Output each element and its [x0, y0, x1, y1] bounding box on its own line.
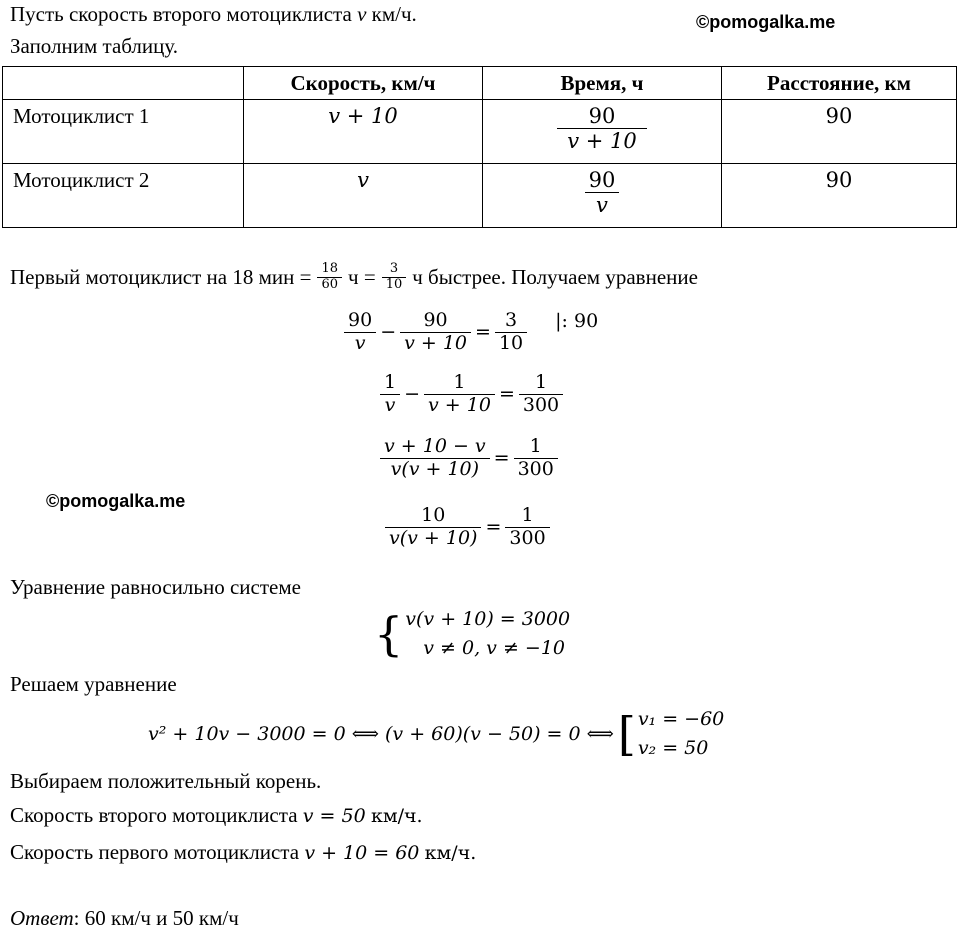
- intro-text: Пусть скорость второго мотоциклиста: [10, 2, 352, 26]
- equation-1: [344, 310, 598, 355]
- fraction-numerator: 18: [321, 261, 339, 276]
- solve-intro: Решаем уравнение: [10, 672, 177, 696]
- fraction: [495, 310, 527, 355]
- fraction: [380, 436, 490, 481]
- table-cell-label: Мотоциклист 1: [3, 100, 244, 164]
- fraction-denominator: 300: [517, 457, 554, 480]
- table-header: Время, ч: [483, 67, 722, 100]
- fraction-denominator: 10: [385, 276, 403, 292]
- system-line: v(v + 10) = 3000: [405, 608, 571, 630]
- equals-sign: =: [485, 516, 502, 539]
- fraction-denominator: v(v + 10): [390, 457, 480, 480]
- choose-root: Выбираем положительный корень.: [10, 769, 322, 793]
- table-cell-speed: v + 10: [244, 100, 483, 164]
- fraction: [424, 372, 495, 417]
- table-cell-time: [483, 100, 722, 164]
- step1-unit: ч =: [348, 264, 376, 289]
- step1-prefix: Первый мотоциклист на 18 мин =: [10, 264, 312, 289]
- table-header: Расстояние, км: [722, 67, 957, 100]
- fraction: [385, 505, 481, 550]
- result-text: Скорость первого мотоциклиста: [10, 840, 300, 864]
- result-text: Скорость второго мотоциклиста: [10, 803, 298, 827]
- fraction: [505, 505, 549, 550]
- equals-sign: =: [475, 321, 491, 344]
- equals-sign: =: [498, 383, 515, 406]
- fraction-denominator: v + 10: [567, 129, 637, 154]
- answer-label: Ответ: [10, 906, 74, 930]
- result-math: v = 50: [302, 805, 366, 827]
- table-cell-label: Мотоциклист 2: [3, 164, 244, 228]
- equation-3: [380, 436, 558, 481]
- fraction-numerator: 1: [453, 371, 466, 393]
- fraction-18-60: [317, 262, 342, 293]
- division-note: |: 90: [555, 310, 599, 332]
- fraction-denominator: v: [384, 393, 396, 416]
- fraction-denominator: v: [596, 193, 608, 218]
- equation-4: [385, 505, 550, 550]
- fraction-numerator: 3: [389, 261, 399, 276]
- minus-sign: −: [404, 383, 421, 406]
- fraction: [514, 436, 558, 481]
- brace-icon: {: [374, 607, 404, 662]
- intro-line-1: [10, 2, 417, 27]
- minus-sign: −: [380, 321, 397, 344]
- intro-unit: км/ч.: [371, 2, 417, 26]
- fraction-numerator: 3: [505, 309, 518, 331]
- fraction: [519, 372, 563, 417]
- result-2: [10, 840, 476, 865]
- fraction-denominator: 300: [522, 393, 560, 416]
- fraction-numerator: 1: [384, 371, 397, 393]
- table-header-row: [3, 67, 957, 100]
- fraction: [380, 372, 400, 417]
- step1-suffix: ч быстрее. Получаем уравнение: [412, 264, 698, 289]
- fraction-numerator: 1: [521, 504, 534, 526]
- result-unit: км/ч.: [370, 805, 423, 827]
- fraction-denominator: v(v + 10): [389, 526, 478, 549]
- table-row: [3, 100, 957, 164]
- intro-variable: v: [357, 2, 367, 26]
- fraction-denominator: v: [354, 331, 366, 354]
- result-unit: км/ч.: [424, 842, 477, 864]
- fraction-denominator: 300: [509, 526, 546, 549]
- solve-equation: [148, 705, 724, 762]
- fraction-numerator: 90: [423, 309, 448, 331]
- fraction-denominator: 10: [498, 331, 524, 354]
- result-1: [10, 803, 423, 828]
- fraction: [344, 310, 376, 355]
- fraction-denominator: v + 10: [428, 393, 491, 416]
- table-cell-distance: 90: [722, 164, 957, 228]
- system: [374, 605, 570, 664]
- fraction-denominator: 60: [321, 276, 339, 292]
- data-table: [2, 66, 957, 228]
- fraction-3-10: [382, 262, 407, 293]
- watermark-middle: ©pomogalka.me: [46, 491, 186, 511]
- time-fraction: [585, 168, 620, 217]
- fraction: [400, 310, 471, 355]
- fraction-numerator: 90: [588, 104, 616, 128]
- equation-2: [380, 372, 563, 417]
- root-2: v₂ = 50: [637, 736, 709, 759]
- fraction-numerator: 90: [348, 309, 373, 331]
- fraction-numerator: 90: [588, 168, 616, 192]
- system-line: v ≠ 0, v ≠ −10: [423, 637, 566, 660]
- equals-sign: =: [493, 447, 510, 470]
- fraction-numerator: 1: [534, 371, 548, 393]
- table-row: [3, 164, 957, 228]
- bracket-icon: [: [617, 706, 636, 761]
- fraction-numerator: 10: [421, 504, 446, 526]
- fraction-numerator: 1: [529, 435, 542, 457]
- solve-main: v² + 10v − 3000 = 0 ⟺ (v + 60)(v − 50) = 0 ⟺: [148, 722, 614, 745]
- answer-text: : 60 км/ч и 50 км/ч: [73, 906, 239, 930]
- table-header: [3, 67, 244, 100]
- result-math: v + 10 = 60: [304, 842, 420, 864]
- answer: [10, 906, 239, 931]
- table-cell-distance: 90: [722, 100, 957, 164]
- table-header: Скорость, км/ч: [244, 67, 483, 100]
- table-cell-speed: v: [244, 164, 483, 228]
- fraction-denominator: v + 10: [404, 331, 468, 354]
- time-fraction: [563, 104, 641, 153]
- table-cell-time: [483, 164, 722, 228]
- system-intro: Уравнение равносильно системе: [10, 575, 301, 599]
- step1-line: [10, 262, 698, 293]
- fraction-numerator: v + 10 − v: [384, 435, 486, 457]
- watermark-top: ©pomogalka.me: [696, 12, 836, 32]
- intro-line-2: Заполним таблицу.: [10, 34, 179, 58]
- root-1: v₁ = −60: [637, 708, 725, 730]
